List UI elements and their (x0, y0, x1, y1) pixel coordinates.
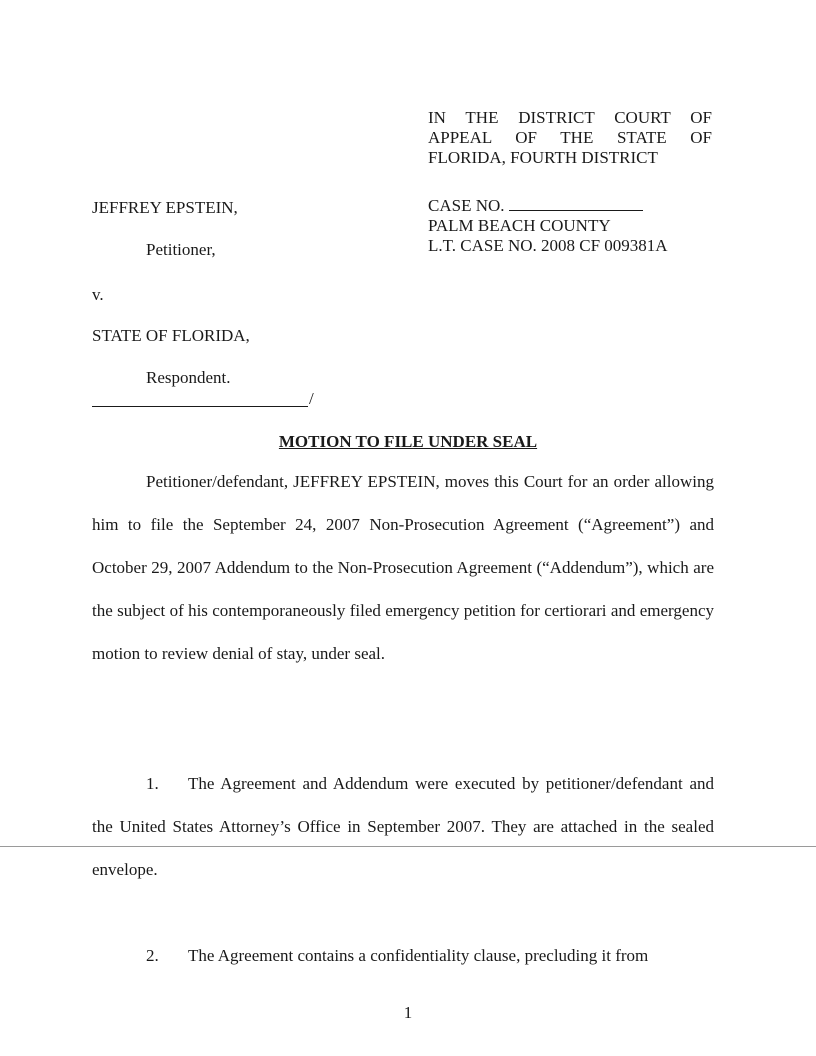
county: PALM BEACH COUNTY (428, 216, 611, 235)
court-caption (428, 108, 712, 168)
numbered-paragraph (92, 762, 714, 891)
court-line-2: APPEAL OF THE STATE OF (428, 128, 712, 147)
case-number-label: CASE NO. (428, 196, 505, 215)
court-line-3: FLORIDA, FOURTH DISTRICT (428, 148, 658, 167)
numbered-paragraph (92, 934, 714, 977)
petitioner-name: JEFFREY EPSTEIN, (92, 198, 238, 217)
caption-slash: / (309, 389, 314, 408)
case-info (428, 196, 668, 256)
lower-tribunal-case: L.T. CASE NO. 2008 CF 009381A (428, 236, 668, 255)
paragraph-text: The Agreement and Addendum were executed by petitioner/defendant and the United States Attorney’s Office in September 2007. They are attached in the sealed envelope. (92, 774, 714, 879)
page-number: 1 (403, 1003, 413, 1022)
paragraph-text: The Agreement contains a confidentiality clause, precluding it from (188, 946, 649, 965)
paragraph-number: 2. (146, 946, 159, 965)
case-number-blank (509, 196, 643, 211)
versus: v. (92, 285, 104, 304)
intro-paragraph (92, 460, 714, 675)
scan-artifact-line (0, 846, 816, 847)
case-number-row (428, 196, 668, 216)
court-line-1: IN THE DISTRICT COURT OF (428, 108, 712, 127)
respondent-name: STATE OF FLORIDA, (92, 326, 250, 345)
caption-rule (92, 406, 308, 407)
intro-paragraph-text: Petitioner/defendant, JEFFREY EPSTEIN, moves this Court for an order allowing him to file the September 24, 2007 Non-Prosecution Agreement (“Agreement”) and October 29, 2007 Addendum to the Non-Prosecution Agreement (“Addendum”), which are the subject of his contemporaneously filed emergency petition for certiorari and emergency motion to review denial of stay, under seal. (92, 472, 714, 663)
respondent-role: Respondent. (146, 368, 231, 387)
petitioner-role: Petitioner, (146, 240, 216, 259)
document-title: MOTION TO FILE UNDER SEAL (278, 432, 538, 451)
paragraph-number: 1. (146, 774, 159, 793)
